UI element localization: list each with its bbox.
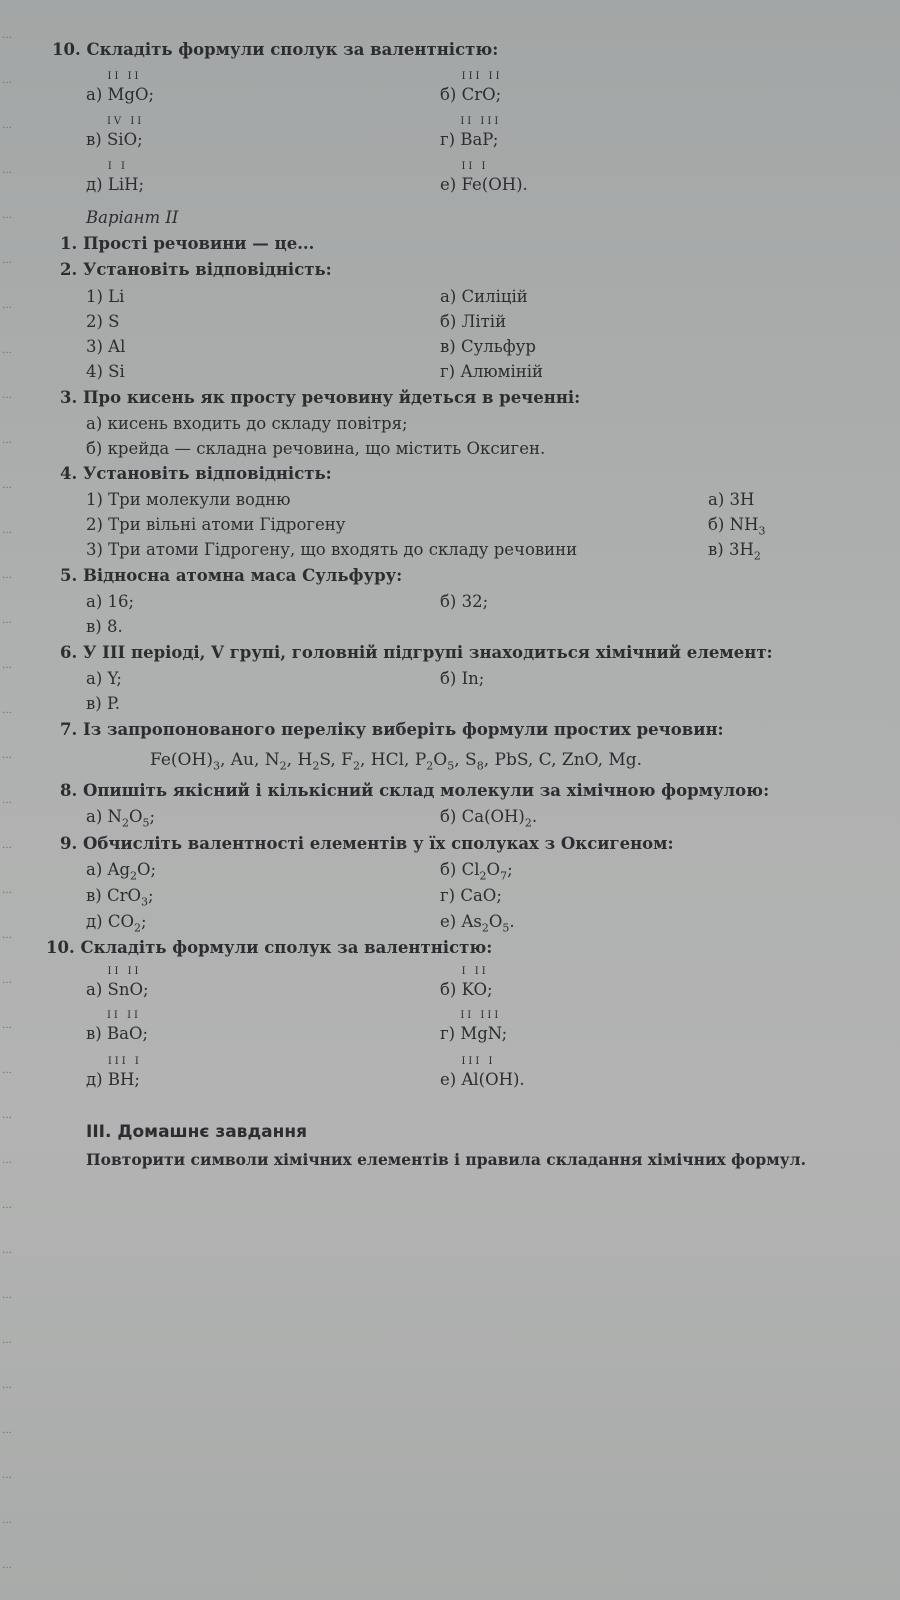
q2-left-2: 2) S — [86, 312, 120, 331]
question-9-title: 9. Обчисліть валентності елементів у їх сполуках з Оксигеном: — [60, 834, 674, 853]
question-7-title: 7. Із запропонованого переліку виберіть формули простих речовин: — [60, 720, 724, 739]
q4-left-2: 2) Три вільні атоми Гідрогену — [86, 515, 346, 534]
q9-option-g: г) CaO; — [440, 886, 502, 905]
q6-option-a: а) Y; — [86, 669, 122, 688]
option-b: б) III II CrO; — [440, 71, 503, 104]
option-g: г) II III BaP; — [440, 116, 502, 149]
q2-right-a: а) Силіцій — [440, 287, 528, 306]
q2-right-v: в) Сульфур — [440, 337, 536, 356]
question-4-title: 4. Установіть відповідність: — [60, 464, 332, 483]
q2-left-4: 4) Si — [86, 362, 125, 381]
homework-text: Повторити символи хімічних елементів і правила складання хімічних формул. — [86, 1150, 806, 1169]
q9-option-v: в) CrO$_3$; — [86, 886, 154, 909]
q10-option-a: а) II II SnO; — [86, 966, 149, 999]
q9-option-b: б) $Cl_2O_7$; — [440, 860, 513, 883]
page-edge-dots: … … … … … … … … … … … … … … … … … … … … … … … … … … … … … … … … … … … — [2, 30, 12, 1571]
option-v: в) IV II SiO; — [86, 116, 145, 149]
question-6-title: 6. У III періоді, V групі, головній підгрупі знаходиться хімічний елемент: — [60, 643, 773, 662]
q4-left-3: 3) Три атоми Гідрогену, що входять до складу речовини — [86, 540, 578, 559]
q4-right-v: в) $3H_2$ — [708, 540, 761, 563]
q6-option-v: в) P. — [86, 694, 120, 713]
q2-right-g: г) Алюміній — [440, 362, 544, 381]
question-2-title: 2. Установіть відповідність: — [60, 260, 332, 279]
question-8-title: 8. Опишіть якісний і кількісний склад молекули за хімічною формулою: — [60, 781, 770, 800]
option-d: д) I I LiH; — [86, 161, 145, 194]
q2-left-1: 1) Li — [86, 287, 125, 306]
q2-left-3: 3) Al — [86, 337, 126, 356]
q5-option-b: б) 32; — [440, 592, 489, 611]
q5-option-v: в) 8. — [86, 617, 123, 636]
q8-option-a: а) $N_2O_5$; — [86, 807, 156, 830]
q2-right-b: б) Літій — [440, 312, 507, 331]
q8-option-b: б) $Ca(OH)_2$. — [440, 807, 538, 830]
q3-option-a: а) кисень входить до складу повітря; — [86, 414, 408, 433]
homework-heading: III. Домашнє завдання — [86, 1122, 308, 1142]
q10-option-d: д) III I BH; — [86, 1056, 142, 1089]
question-5-title: 5. Відносна атомна маса Сульфуру: — [60, 566, 403, 585]
q4-right-a: а) 3H — [708, 490, 755, 509]
q3-option-b: б) крейда — складна речовина, що містить Оксиген. — [86, 439, 546, 458]
q9-option-d: д) $CO_2$; — [86, 912, 147, 935]
q9-option-e: е) $As_2O_5$. — [440, 912, 515, 935]
q10-option-g: г) II III MgN; — [440, 1010, 508, 1043]
q4-left-1: 1) Три молекули водню — [86, 490, 291, 509]
question-title: 10. Складіть формули сполук за валентністю: — [52, 40, 499, 59]
q10-option-e: е) III I Al(OH). — [440, 1056, 525, 1089]
q10-option-b: б) I II KO; — [440, 966, 493, 999]
question-1: 1. Прості речовини — це... — [60, 234, 315, 253]
q4-right-b: б) $NH_3$ — [708, 515, 766, 538]
q10-option-v: в) II II BaO; — [86, 1010, 149, 1043]
variant-heading: Варіант II — [86, 208, 179, 227]
question-3-title: 3. Про кисень як просту речовину йдеться в реченні: — [60, 388, 581, 407]
q5-option-a: а) 16; — [86, 592, 135, 611]
option-a: а) II II MgO; — [86, 71, 155, 104]
question-10-title: 10. Складіть формули сполук за валентністю: — [46, 938, 493, 957]
q7-formula-list: $Fe(OH)_3$, Au, $N_2$, $H_2S$, $F_2$, HCl, $P_2O_5$, $S_8$, PbS, C, ZnO, Mg. — [150, 750, 643, 773]
q6-option-b: б) In; — [440, 669, 485, 688]
q9-option-a: а) $Ag_2O$; — [86, 860, 157, 883]
option-e: е) II I Fe(OH). — [440, 161, 528, 194]
